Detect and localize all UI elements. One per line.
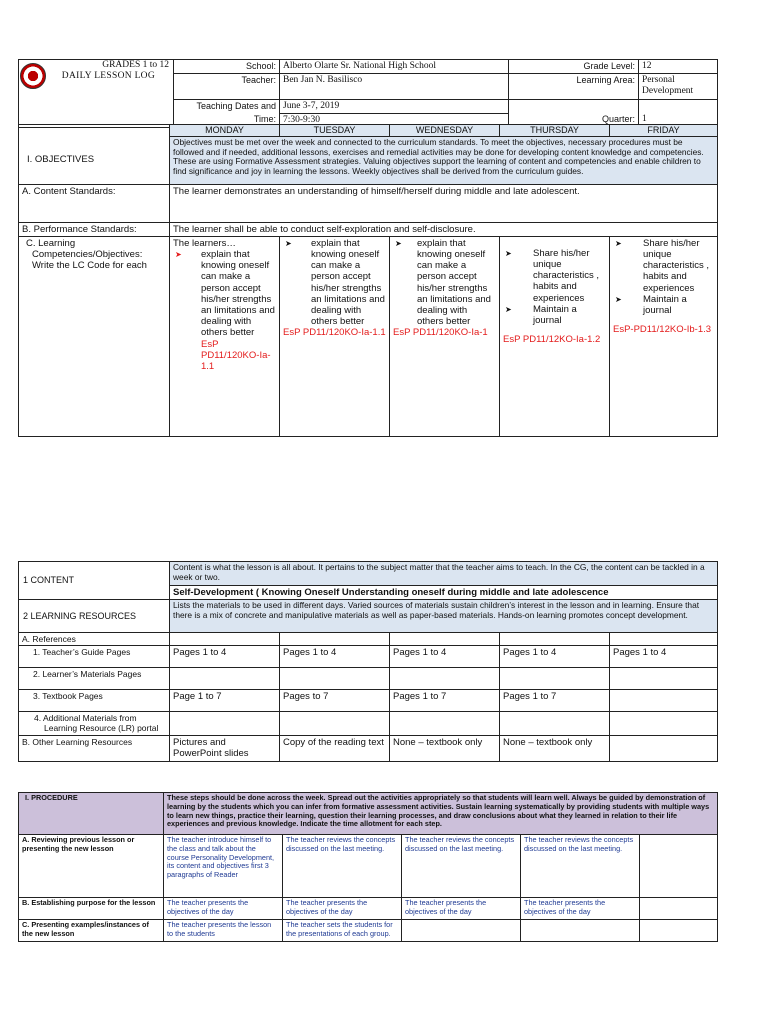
procedure-b-wednesday: The teacher presents the objectives of the day: [402, 898, 521, 920]
lc-tuesday: [280, 236, 390, 436]
school-value: Alberto Olarte Sr. National High School: [280, 60, 509, 74]
lc-friday-bullet-1: ➤ Share his/her unique characteristics , habits and experiences: [613, 238, 714, 294]
quarter-label: Quarter:: [509, 113, 639, 127]
learning-resources-label: 2 LEARNING RESOURCES: [19, 600, 170, 633]
objectives-label: I. OBJECTIVES: [19, 136, 170, 184]
lc-label-line1: C. Learning: [26, 237, 76, 249]
title-line1: GRADES 1 to 12: [102, 60, 169, 70]
textbook-pages-thursday: Pages 1 to 7: [500, 690, 610, 712]
lm-pages-label: 2. Learner’s Materials Pages: [19, 668, 170, 690]
lc-thursday-bullet-1: ➤ Share his/her unique characteristics , habits and experiences: [503, 248, 606, 304]
procedure-c-label: C. Presenting examples/instances of the new lesson: [19, 920, 164, 942]
objectives-description: Objectives must be met over the week and connected to the curriculum standards. To meet the objectives, necessary procedures must be followed and if needed, additional lessons, exercises and remedial activities may be done for developing content knowledge and competencies. These are using Formative Assessment strategies. Valuing objectives support the learning of content and competencies and enable children to find significance and joy in learning the lessons. Weekly objectives shall be derived from the curriculum guides.: [170, 136, 718, 184]
tg-pages-tuesday: Pages 1 to 4: [280, 646, 390, 668]
procedure-b-label: B. Establishing purpose for the lesson: [19, 898, 164, 920]
references-label: A. References: [19, 633, 170, 646]
procedure-a-thursday: The teacher reviews the concepts discussed on the last meeting.: [521, 835, 640, 898]
lc-thursday-bullet-2: ➤ Maintain a journal: [503, 304, 606, 326]
content-label: 1 CONTENT: [19, 562, 170, 600]
lc-monday-intro: The learners…: [173, 237, 236, 249]
dates-value: June 3-7, 2019: [280, 99, 509, 113]
day-header-tuesday: TUESDAY: [280, 125, 390, 137]
content-topic: Self-Development ( Knowing Oneself Understanding oneself during middle and late adolescence: [170, 586, 718, 600]
textbook-pages-label: 3. Textbook Pages: [19, 690, 170, 712]
procedure-b-thursday: The teacher presents the objectives of the day: [521, 898, 640, 920]
day-header-monday: MONDAY: [170, 125, 280, 137]
content-standards-text: The learner demonstrates an understanding of himself/herself during middle and late adolescent.: [170, 184, 718, 222]
grade-label: Grade Level:: [509, 60, 639, 74]
dates-label: Teaching Dates and: [174, 99, 280, 113]
procedure-a-tuesday: The teacher reviews the concepts discussed on the last meeting.: [283, 835, 402, 898]
procedure-a-label: A. Reviewing previous lesson or presenting the new lesson: [19, 835, 164, 898]
quarter-value: 1: [639, 113, 718, 127]
procedure-table: [18, 792, 718, 942]
other-resources-tuesday: Copy of the reading text: [280, 736, 390, 761]
lc-friday-bullet-2: ➤ Maintain a journal: [613, 294, 714, 316]
content-table: [18, 561, 718, 762]
lc-wednesday-code: EsP PD11/120KO-Ia-1: [393, 327, 488, 339]
area-value: Personal Development: [639, 74, 718, 99]
lc-label-line3: Write the LC Code for each: [32, 260, 147, 272]
additional-materials-line2: Learning Resource (LR) portal: [44, 723, 159, 734]
textbook-pages-wednesday: Pages 1 to 7: [390, 690, 500, 712]
title-cell: [19, 60, 174, 128]
lc-label-line2: Competencies/Objectives:: [32, 249, 143, 261]
procedure-b-tuesday: The teacher presents the objectives of the day: [283, 898, 402, 920]
lc-wednesday: [390, 236, 500, 436]
tg-pages-monday: Pages 1 to 4: [170, 646, 280, 668]
procedure-c-tuesday: The teacher sets the students for the presentations of each group.: [283, 920, 402, 942]
objectives-table: [18, 124, 718, 437]
lc-thursday: [500, 236, 610, 436]
teacher-label: Teacher:: [174, 74, 280, 99]
day-header-friday: FRIDAY: [610, 125, 718, 137]
textbook-pages-tuesday: Pages to 7: [280, 690, 390, 712]
content-description: Content is what the lesson is all about. It pertains to the subject matter that the teacher aims to teach. In the CG, the content can be tackled in a week or two.: [170, 562, 718, 586]
day-header-wednesday: WEDNESDAY: [390, 125, 500, 137]
time-value: 7:30-9:30: [280, 113, 509, 127]
lc-tuesday-bullet: ➤ explain that knowing oneself can make a person accept his/her strengths an limitations and dealing with others better: [283, 238, 386, 328]
other-resources-friday: [610, 736, 718, 761]
lc-friday: [610, 236, 718, 436]
content-standards-label: A. Content Standards:: [19, 184, 170, 222]
other-resources-thursday: None – textbook only: [500, 736, 610, 761]
tg-pages-wednesday: Pages 1 to 4: [390, 646, 500, 668]
additional-materials-label: [19, 712, 170, 736]
procedure-a-wednesday: The teacher reviews the concepts discussed on the last meeting.: [402, 835, 521, 898]
teacher-value: Ben Jan N. Basilisco: [280, 74, 509, 99]
lc-friday-code: EsP-PD11/12KO-Ib-1.3: [613, 324, 712, 336]
procedure-c-monday: The teacher presents the lesson to the students: [164, 920, 283, 942]
procedure-description: These steps should be done across the week. Spread out the activities appropriately so that students will learn well. Always be guided by demonstration of learning by the students which you can infer from formative assessment activities. Sustain learning systematically by providing students with multiple ways to learn new things, practice their learning, question their learning processes, and draw conclusions about what they learned in relation to their life experiences and previous knowledge. Indicate the time allotment for each step.: [164, 793, 718, 835]
tg-pages-friday: Pages 1 to 4: [610, 646, 718, 668]
additional-materials-line1: 4. Additional Materials from: [34, 713, 137, 724]
area-label: Learning Area:: [509, 74, 639, 99]
other-resources-label: B. Other Learning Resources: [19, 736, 170, 761]
other-resources-wednesday: None – textbook only: [390, 736, 500, 761]
day-header-thursday: THURSDAY: [500, 125, 610, 137]
tg-pages-label: 1. Teacher’s Guide Pages: [19, 646, 170, 668]
textbook-pages-monday: Page 1 to 7: [170, 690, 280, 712]
lc-monday-bullet: ➤ explain that knowing oneself can make a person accept his/her strengths an limitations and dealing with others better: [173, 249, 276, 339]
lc-monday: [170, 236, 280, 436]
procedure-label: I. PROCEDURE: [19, 793, 164, 835]
header-table: [18, 59, 718, 128]
lc-tuesday-code: EsP PD11/120KO-Ia-1.1: [283, 327, 386, 339]
lc-monday-code: EsP PD11/120KO-Ia-1.1: [201, 338, 271, 373]
other-resources-monday: Pictures and PowerPoint slides: [170, 736, 280, 761]
school-label: School:: [174, 60, 280, 74]
title-line2: DAILY LESSON LOG: [61, 71, 155, 82]
grade-value: 12: [639, 60, 718, 74]
learning-resources-description: Lists the materials to be used in different days. Varied sources of materials sustain children’s interest in the lesson and in learning. Ensure that there is a mix of concrete and manipulative materials as well as paper-based materials. Hands-on learning promotes concept development.: [170, 600, 718, 633]
lc-label-cell: [19, 236, 170, 436]
performance-standards-text: The learner shall be able to conduct self-exploration and self-disclosure.: [170, 222, 718, 236]
performance-standards-label: B. Performance Standards:: [19, 222, 170, 236]
tg-pages-thursday: Pages 1 to 4: [500, 646, 610, 668]
textbook-pages-friday: [610, 690, 718, 712]
lc-wednesday-bullet: ➤ explain that knowing oneself can make a person accept his/her strengths an limitations and dealing with others better: [393, 238, 496, 328]
time-label: Time:: [174, 113, 280, 127]
lc-thursday-code: EsP PD11/12KO-Ia-1.2: [503, 334, 601, 346]
procedure-b-monday: The teacher presents the objectives of the day: [164, 898, 283, 920]
procedure-a-monday: The teacher introduce himself to the class and talk about the course Personality Development, its content and objectives first 3 paragraphs of Reader: [164, 835, 283, 898]
